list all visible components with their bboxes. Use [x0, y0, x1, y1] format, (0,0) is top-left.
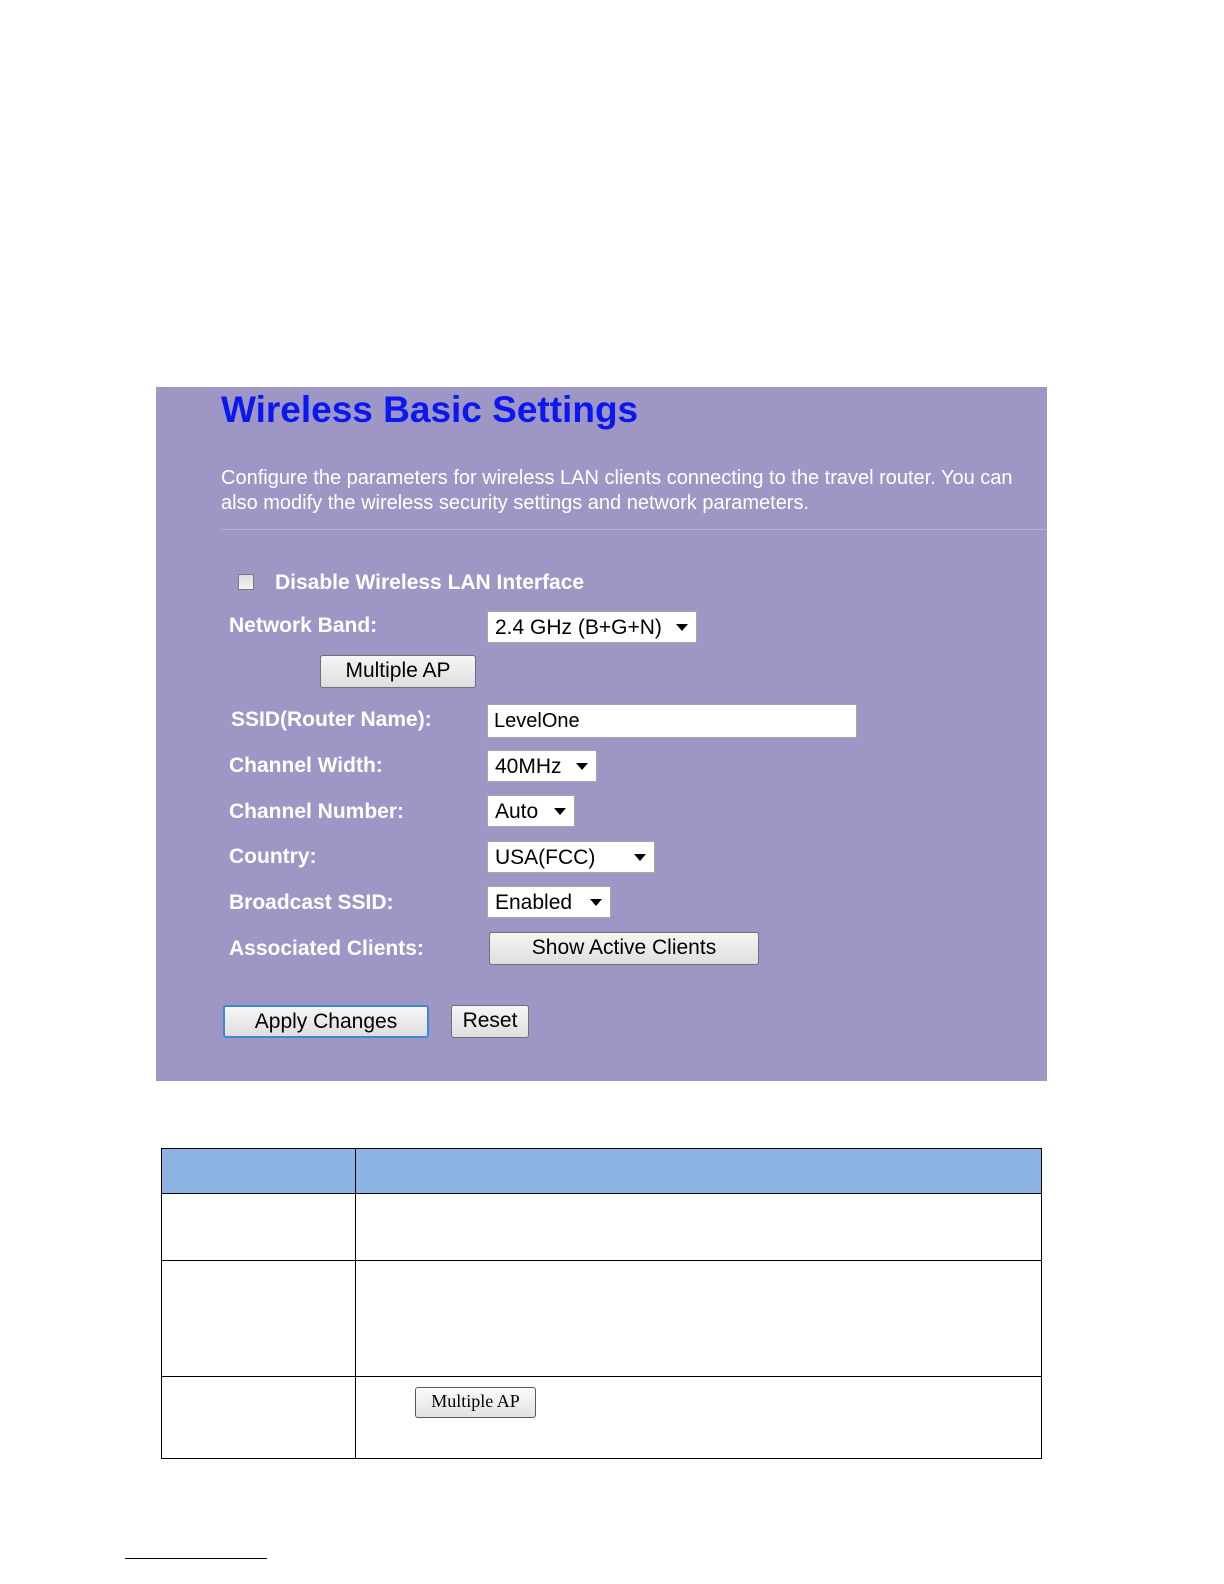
chevron-down-icon — [590, 899, 602, 906]
channel-number-select[interactable] — [487, 795, 575, 827]
country-value: USA(FCC) — [495, 846, 596, 869]
chevron-down-icon — [676, 624, 688, 631]
table-header-row — [162, 1149, 1041, 1194]
broadcast-ssid-value: Enabled — [495, 891, 573, 914]
multiple-ap-button[interactable]: Multiple AP — [320, 655, 476, 688]
row-divider — [162, 1260, 1041, 1261]
broadcast-ssid-select[interactable] — [487, 886, 611, 918]
country-label: Country: — [229, 845, 317, 868]
network-band-label: Network Band: — [229, 614, 378, 637]
reset-button[interactable]: Reset — [451, 1005, 529, 1038]
page-description: Configure the parameters for wireless LAN clients connecting to the travel router. You can also modify the wireless security settings and network parameters. — [221, 467, 1013, 514]
chevron-down-icon — [554, 808, 566, 815]
row-divider — [162, 1376, 1041, 1377]
country-select[interactable] — [487, 841, 655, 873]
footnote-separator — [125, 1558, 267, 1559]
show-active-clients-button[interactable]: Show Active Clients — [489, 932, 759, 965]
multiple-ap-button-image: Multiple AP — [415, 1387, 536, 1418]
associated-clients-label: Associated Clients: — [229, 937, 424, 960]
channel-number-label: Channel Number: — [229, 800, 405, 823]
channel-number-value: Auto — [495, 800, 539, 823]
page-title: Wireless Basic Settings — [221, 389, 639, 430]
ssid-label: SSID(Router Name): — [231, 708, 432, 731]
network-band-select[interactable] — [487, 611, 697, 643]
column-divider — [355, 1149, 356, 1458]
divider — [221, 529, 1047, 530]
disable-wlan-checkbox[interactable] — [238, 574, 254, 590]
ssid-input[interactable] — [487, 704, 857, 738]
chevron-down-icon — [634, 854, 646, 861]
network-band-value: 2.4 GHz (B+G+N) — [495, 616, 662, 639]
reference-table — [161, 1148, 1042, 1459]
channel-width-select[interactable] — [487, 750, 597, 782]
chevron-down-icon — [576, 763, 588, 770]
apply-changes-button[interactable]: Apply Changes — [223, 1005, 429, 1038]
channel-width-label: Channel Width: — [229, 754, 383, 777]
wireless-basic-settings-panel — [156, 387, 1047, 1081]
channel-width-value: 40MHz — [495, 755, 562, 778]
broadcast-ssid-label: Broadcast SSID: — [229, 891, 394, 914]
disable-wlan-label: Disable Wireless LAN Interface — [275, 571, 585, 594]
